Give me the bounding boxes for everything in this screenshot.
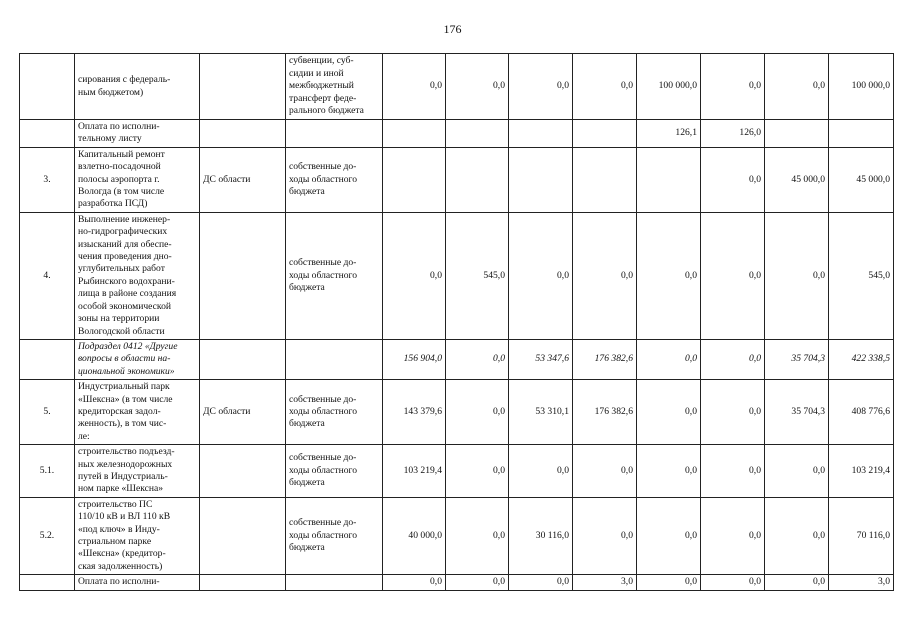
value-cell: 126,1: [637, 120, 701, 148]
value-cell: 0,0: [573, 445, 637, 498]
row-number: [20, 339, 75, 379]
value-cell: 100 000,0: [829, 54, 894, 120]
value-cell: 0,0: [446, 575, 509, 590]
responsible-cell: [200, 575, 286, 590]
value-cell: [573, 147, 637, 212]
value-cell: 0,0: [765, 497, 829, 574]
funding-source: собственные до- ходы областного бюджета: [286, 497, 383, 574]
responsible-cell: ДС области: [200, 380, 286, 445]
value-cell: 0,0: [509, 212, 573, 339]
value-cell: [446, 147, 509, 212]
value-cell: 35 704,3: [765, 380, 829, 445]
value-cell: 408 776,6: [829, 380, 894, 445]
value-cell: 70 116,0: [829, 497, 894, 574]
value-cell: 0,0: [446, 380, 509, 445]
responsible-cell: ДС области: [200, 147, 286, 212]
value-cell: [509, 147, 573, 212]
value-cell: [383, 120, 446, 148]
value-cell: 0,0: [509, 445, 573, 498]
value-cell: 0,0: [573, 54, 637, 120]
row-name: Оплата по исполни-: [75, 575, 200, 590]
row-name: строительство ПС 110/10 кВ и ВЛ 110 кВ «под ключ» в Инду- стриальном парке «Шексна» (кредитор- ская задолженность): [75, 497, 200, 574]
value-cell: 545,0: [829, 212, 894, 339]
value-cell: 0,0: [637, 212, 701, 339]
row-number: 4.: [20, 212, 75, 339]
table-row: [20, 497, 894, 574]
row-number: 3.: [20, 147, 75, 212]
value-cell: 0,0: [701, 380, 765, 445]
table-row: [20, 339, 894, 379]
table-row: [20, 54, 894, 120]
table-row: [20, 147, 894, 212]
value-cell: 0,0: [446, 54, 509, 120]
value-cell: 0,0: [701, 212, 765, 339]
value-cell: [637, 147, 701, 212]
value-cell: 0,0: [573, 497, 637, 574]
value-cell: 100 000,0: [637, 54, 701, 120]
value-cell: 103 219,4: [383, 445, 446, 498]
table-row: [20, 380, 894, 445]
row-name: Индустриальный парк «Шексна» (в том числе кредиторская задол- женность), в том чис- ле:: [75, 380, 200, 445]
value-cell: 0,0: [383, 575, 446, 590]
row-number: 5.2.: [20, 497, 75, 574]
value-cell: 176 382,6: [573, 380, 637, 445]
value-cell: 0,0: [701, 575, 765, 590]
responsible-cell: [200, 497, 286, 574]
value-cell: 143 379,6: [383, 380, 446, 445]
value-cell: 3,0: [829, 575, 894, 590]
value-cell: 0,0: [637, 339, 701, 379]
funding-source: собственные до- ходы областного бюджета: [286, 445, 383, 498]
value-cell: 0,0: [509, 54, 573, 120]
funding-source: [286, 120, 383, 148]
value-cell: 422 338,5: [829, 339, 894, 379]
budget-table: [19, 53, 894, 591]
value-cell: 0,0: [765, 212, 829, 339]
row-number: [20, 575, 75, 590]
value-cell: 0,0: [509, 575, 573, 590]
page-number: 176: [443, 22, 462, 36]
value-cell: [446, 120, 509, 148]
value-cell: 0,0: [637, 575, 701, 590]
value-cell: 45 000,0: [829, 147, 894, 212]
value-cell: [509, 120, 573, 148]
row-number: [20, 54, 75, 120]
value-cell: 0,0: [701, 445, 765, 498]
row-name: Выполнение инженер- но-гидрографических изысканий для обеспе- чения проведения дно- углубительных работ Рыбинского водохрани- лища в районе создания особой экономической зоны на территории Вологодской области: [75, 212, 200, 339]
value-cell: 0,0: [765, 575, 829, 590]
value-cell: 0,0: [573, 212, 637, 339]
value-cell: 0,0: [446, 497, 509, 574]
value-cell: 0,0: [701, 497, 765, 574]
value-cell: 0,0: [765, 445, 829, 498]
table-row: [20, 445, 894, 498]
table-row: [20, 120, 894, 148]
value-cell: 53 347,6: [509, 339, 573, 379]
row-name: Оплата по исполни- тельному листу: [75, 120, 200, 148]
value-cell: 0,0: [383, 54, 446, 120]
value-cell: 35 704,3: [765, 339, 829, 379]
row-name: строительство подъезд- ных железнодорожных путей в Индустриаль- ном парке «Шексна»: [75, 445, 200, 498]
row-name: Капитальный ремонт взлетно-посадочной полосы аэропорта г. Вологда (в том числе разработка ПСД): [75, 147, 200, 212]
responsible-cell: [200, 54, 286, 120]
table-row: [20, 212, 894, 339]
row-number: 5.: [20, 380, 75, 445]
row-number: [20, 120, 75, 148]
value-cell: 3,0: [573, 575, 637, 590]
value-cell: 0,0: [637, 497, 701, 574]
value-cell: 0,0: [446, 445, 509, 498]
value-cell: 0,0: [637, 380, 701, 445]
value-cell: [383, 147, 446, 212]
responsible-cell: [200, 445, 286, 498]
funding-source: [286, 575, 383, 590]
table-row: [20, 575, 894, 590]
row-name: Подраздел 0412 «Другие вопросы в области на- циональной экономики»: [75, 339, 200, 379]
value-cell: 126,0: [701, 120, 765, 148]
value-cell: 53 310,1: [509, 380, 573, 445]
value-cell: 0,0: [701, 339, 765, 379]
responsible-cell: [200, 339, 286, 379]
value-cell: 0,0: [637, 445, 701, 498]
value-cell: 0,0: [446, 339, 509, 379]
value-cell: [829, 120, 894, 148]
value-cell: 0,0: [383, 212, 446, 339]
row-number: 5.1.: [20, 445, 75, 498]
funding-source: субвенции, суб- сидии и иной межбюджетный трансферт феде- рального бюджета: [286, 54, 383, 120]
value-cell: 176 382,6: [573, 339, 637, 379]
value-cell: [573, 120, 637, 148]
value-cell: 0,0: [701, 54, 765, 120]
value-cell: 0,0: [765, 54, 829, 120]
value-cell: 30 116,0: [509, 497, 573, 574]
funding-source: собственные до- ходы областного бюджета: [286, 380, 383, 445]
value-cell: 156 904,0: [383, 339, 446, 379]
responsible-cell: [200, 212, 286, 339]
value-cell: 45 000,0: [765, 147, 829, 212]
funding-source: собственные до- ходы областного бюджета: [286, 147, 383, 212]
row-name: сирования с федераль- ным бюджетом): [75, 54, 200, 120]
value-cell: 0,0: [701, 147, 765, 212]
value-cell: 40 000,0: [383, 497, 446, 574]
value-cell: [765, 120, 829, 148]
funding-source: собственные до- ходы областного бюджета: [286, 212, 383, 339]
funding-source: [286, 339, 383, 379]
value-cell: 103 219,4: [829, 445, 894, 498]
responsible-cell: [200, 120, 286, 148]
value-cell: 545,0: [446, 212, 509, 339]
